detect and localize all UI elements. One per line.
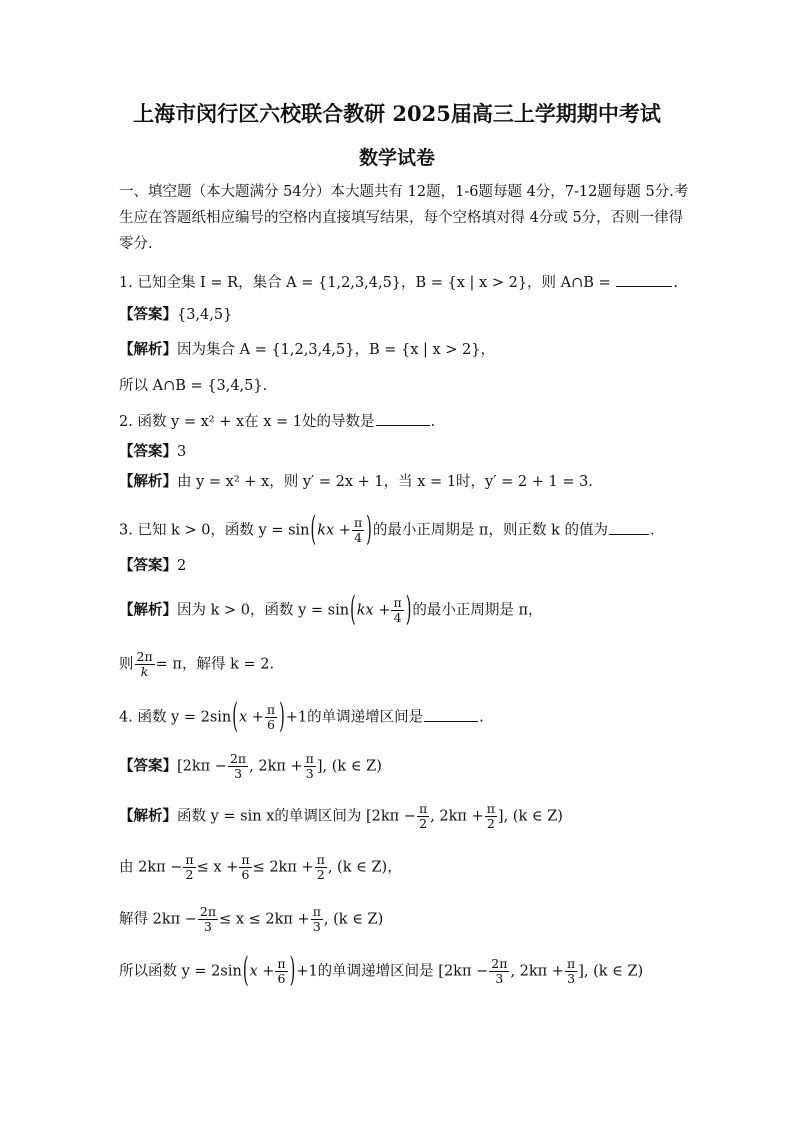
analysis-4-2-part-3: ≤ 2kπ + (252, 859, 314, 876)
analysis-4-3-part-2: ≤ x ≤ 2kπ + (219, 911, 310, 928)
numerator: π (566, 956, 576, 971)
analysis-1-text: 因为集合 A = {1,2,3,4,5}，B = {x | x > 2}， (177, 342, 495, 358)
analysis-4-4-part-1: 所以函数 y = 2sin (119, 963, 242, 980)
fraction-pi-over-3 (565, 957, 577, 986)
analysis-4-3-part-3: , (k ∈ Z) (323, 911, 384, 928)
answer-3 (119, 556, 186, 576)
question-4-stem-end: +1的单调递增区间是 (285, 709, 424, 726)
denominator: 6 (241, 867, 250, 882)
analysis-3-result: = π，解得 k = 2. (155, 656, 275, 673)
question-3-stem-end: 的最小正周期是 π，则正数 k 的值为 (372, 522, 608, 539)
numerator: π (353, 515, 363, 530)
numerator: π (277, 956, 286, 971)
denominator: 2 (316, 867, 325, 882)
exam-subtitle: 数学试卷 (358, 147, 435, 169)
left-paren: ( (350, 592, 356, 629)
question-1-stem: 1. 已知全集 I = R，集合 A = {1,2,3,4,5}，B = {x | x > 2}，则 A∩B = (119, 275, 616, 291)
answer-2 (119, 442, 186, 462)
analysis-4-line-1 (119, 802, 563, 831)
answer-label: 【答案】 (119, 306, 177, 323)
analysis-label: 【解析】 (119, 341, 177, 358)
analysis-3-argument: kx + (356, 602, 391, 619)
numerator: π (241, 852, 250, 867)
denominator: 6 (277, 971, 286, 986)
answer-blank-4 (424, 707, 478, 722)
analysis-2 (119, 472, 593, 492)
fraction-pi-over-2 (417, 802, 429, 831)
right-paren: ) (279, 699, 285, 736)
analysis-4-1-part-1: 函数 y = sin x的单调区间为 [2kπ − (177, 808, 416, 825)
denominator: 4 (354, 530, 363, 545)
question-2: 2. 函数 y = x² + x在 x = 1处的导数是 . (119, 411, 435, 432)
fraction-pi-over-2 (183, 853, 195, 882)
analysis-3-then: 则 (119, 656, 134, 673)
denominator: 3 (234, 766, 243, 781)
fraction-pi-over-6 (265, 703, 277, 732)
denominator: 3 (312, 919, 321, 934)
numerator: π (305, 751, 314, 766)
numerator: 2π (229, 751, 247, 766)
right-paren: ) (366, 512, 372, 549)
fraction-pi-over-6 (275, 957, 287, 986)
left-paren: ( (242, 953, 249, 990)
analysis-4-argument: x + (249, 963, 275, 980)
analysis-1-conclusion: 所以 A∩B = {3,4,5}. (119, 378, 268, 394)
answer-label: 【答案】 (119, 757, 177, 775)
answer-4 (119, 752, 382, 781)
answer-label: 【答案】 (119, 557, 177, 574)
answer-label: 【答案】 (119, 443, 177, 460)
fraction-2pi-over-k (135, 650, 155, 679)
exam-title: 上海市闵行区六校联合教研 2025届高三上学期期中考试 (133, 101, 661, 126)
analysis-label: 【解析】 (119, 473, 177, 490)
fraction-pi-over-2 (315, 853, 327, 882)
numerator: π (185, 852, 194, 867)
answer-4-part-3: ], (k ∈ Z) (316, 758, 382, 775)
analysis-3-end: 的最小正周期是 π， (412, 602, 543, 619)
denominator: 2 (486, 816, 495, 831)
fraction-2pi-over-3 (228, 752, 248, 781)
analysis-2-text: 由 y = x² + x，则 y′ = 2x + 1，当 x = 1时，y′ = 2 + 1 = 3. (177, 474, 593, 490)
section-intro-line-1: 一、填空题（本大题满分 54分）本大题共有 12题，1-6题每题 4分，7-12题每题 5分.考 (119, 184, 689, 200)
numerator: π (486, 801, 495, 816)
answer-blank-2 (376, 411, 430, 426)
answer-blank-3 (609, 520, 649, 535)
question-1: 1. 已知全集 I = R，集合 A = {1,2,3,4,5}，B = {x | x > 2}，则 A∩B = . (119, 272, 678, 293)
analysis-label: 【解析】 (119, 807, 177, 825)
analysis-label: 【解析】 (119, 601, 177, 619)
denominator: 3 (305, 766, 314, 781)
denominator: 6 (267, 717, 275, 732)
answer-4-part-2: , 2kπ + (249, 758, 303, 775)
denominator: 2 (419, 816, 428, 831)
analysis-4-1-part-3: ], (k ∈ Z) (497, 808, 563, 825)
fraction-pi-over-3 (311, 905, 323, 934)
fraction-pi-over-2 (485, 802, 497, 831)
question-2-stem: 2. 函数 y = x² + x在 x = 1处的导数是 (119, 414, 375, 430)
question-4-argument: x + (238, 709, 264, 726)
numerator: π (418, 801, 428, 816)
fraction-2pi-over-3 (198, 905, 218, 934)
analysis-4-2-part-4: , (k ∈ Z)， (327, 859, 402, 876)
answer-blank-1 (616, 272, 672, 287)
fraction-pi-over-4 (352, 516, 364, 545)
numerator: 2π (491, 956, 508, 971)
question-4-stem-start: 4. 函数 y = 2sin (119, 709, 232, 726)
answer-1-value: {3,4,5} (177, 307, 233, 323)
fraction-pi-over-4 (391, 596, 403, 625)
right-paren: ) (405, 592, 412, 629)
numerator: π (312, 904, 321, 919)
denominator: 2 (185, 867, 194, 882)
denominator: k (140, 664, 149, 679)
denominator: 3 (567, 971, 576, 986)
denominator: 3 (204, 919, 212, 934)
analysis-4-2-part-1: 由 2kπ − (119, 859, 183, 876)
question-3-argument: kx + (317, 522, 351, 539)
analysis-4-2-part-2: ≤ x + (196, 859, 239, 876)
numerator: 2π (136, 649, 153, 664)
answer-1 (119, 305, 232, 325)
analysis-4-4-part-3: , 2kπ + (510, 963, 564, 980)
section-intro-line-3: 零分. (119, 236, 153, 252)
answer-3-value: 2 (177, 558, 187, 574)
analysis-3 (119, 592, 543, 629)
analysis-4-line-4 (119, 953, 644, 990)
fraction-2pi-over-3 (489, 957, 509, 986)
numerator: π (316, 852, 325, 867)
question-4: 4. 函数 y = 2sin(x + $\frac{\pi}{6}$ )+1的单调递增区间是 . (119, 703, 484, 732)
answer-2-value: 3 (177, 444, 187, 460)
analysis-1 (119, 340, 495, 360)
fraction-pi-over-3 (304, 752, 316, 781)
answer-4-part-1: [2kπ − (177, 758, 227, 775)
numerator: π (266, 702, 276, 717)
analysis-4-3-part-1: 解得 2kπ − (119, 911, 197, 928)
numerator: 2π (199, 904, 217, 919)
left-paren: ( (310, 512, 317, 549)
denominator: 4 (393, 610, 402, 625)
analysis-4-4-part-2: +1的单调递增区间是 [2kπ − (296, 963, 489, 980)
numerator: π (393, 595, 402, 610)
denominator: 3 (495, 971, 504, 986)
fraction-pi-over-6 (239, 853, 251, 882)
analysis-4-line-3 (119, 905, 383, 934)
question-3: 3. 已知 k > 0，函数 y = sin(kx + $\frac{\pi}{4}$ )的最小正周期是 π，则正数 k 的值为 . (119, 516, 655, 545)
right-paren: ) (289, 953, 296, 990)
analysis-3-conclusion (119, 650, 274, 679)
analysis-3-start: 因为 k > 0，函数 y = sin (177, 602, 350, 619)
analysis-4-line-2 (119, 853, 402, 882)
section-intro-line-2: 生应在答题纸相应编号的空格内直接填写结果，每个空格填对得 4分或 5分，否则一律得 (119, 210, 684, 226)
left-paren: ( (232, 699, 238, 736)
question-3-stem-start: 3. 已知 k > 0，函数 y = sin (119, 522, 310, 539)
analysis-4-1-part-2: , 2kπ + (430, 808, 484, 825)
analysis-4-4-part-4: ], (k ∈ Z) (578, 963, 644, 980)
